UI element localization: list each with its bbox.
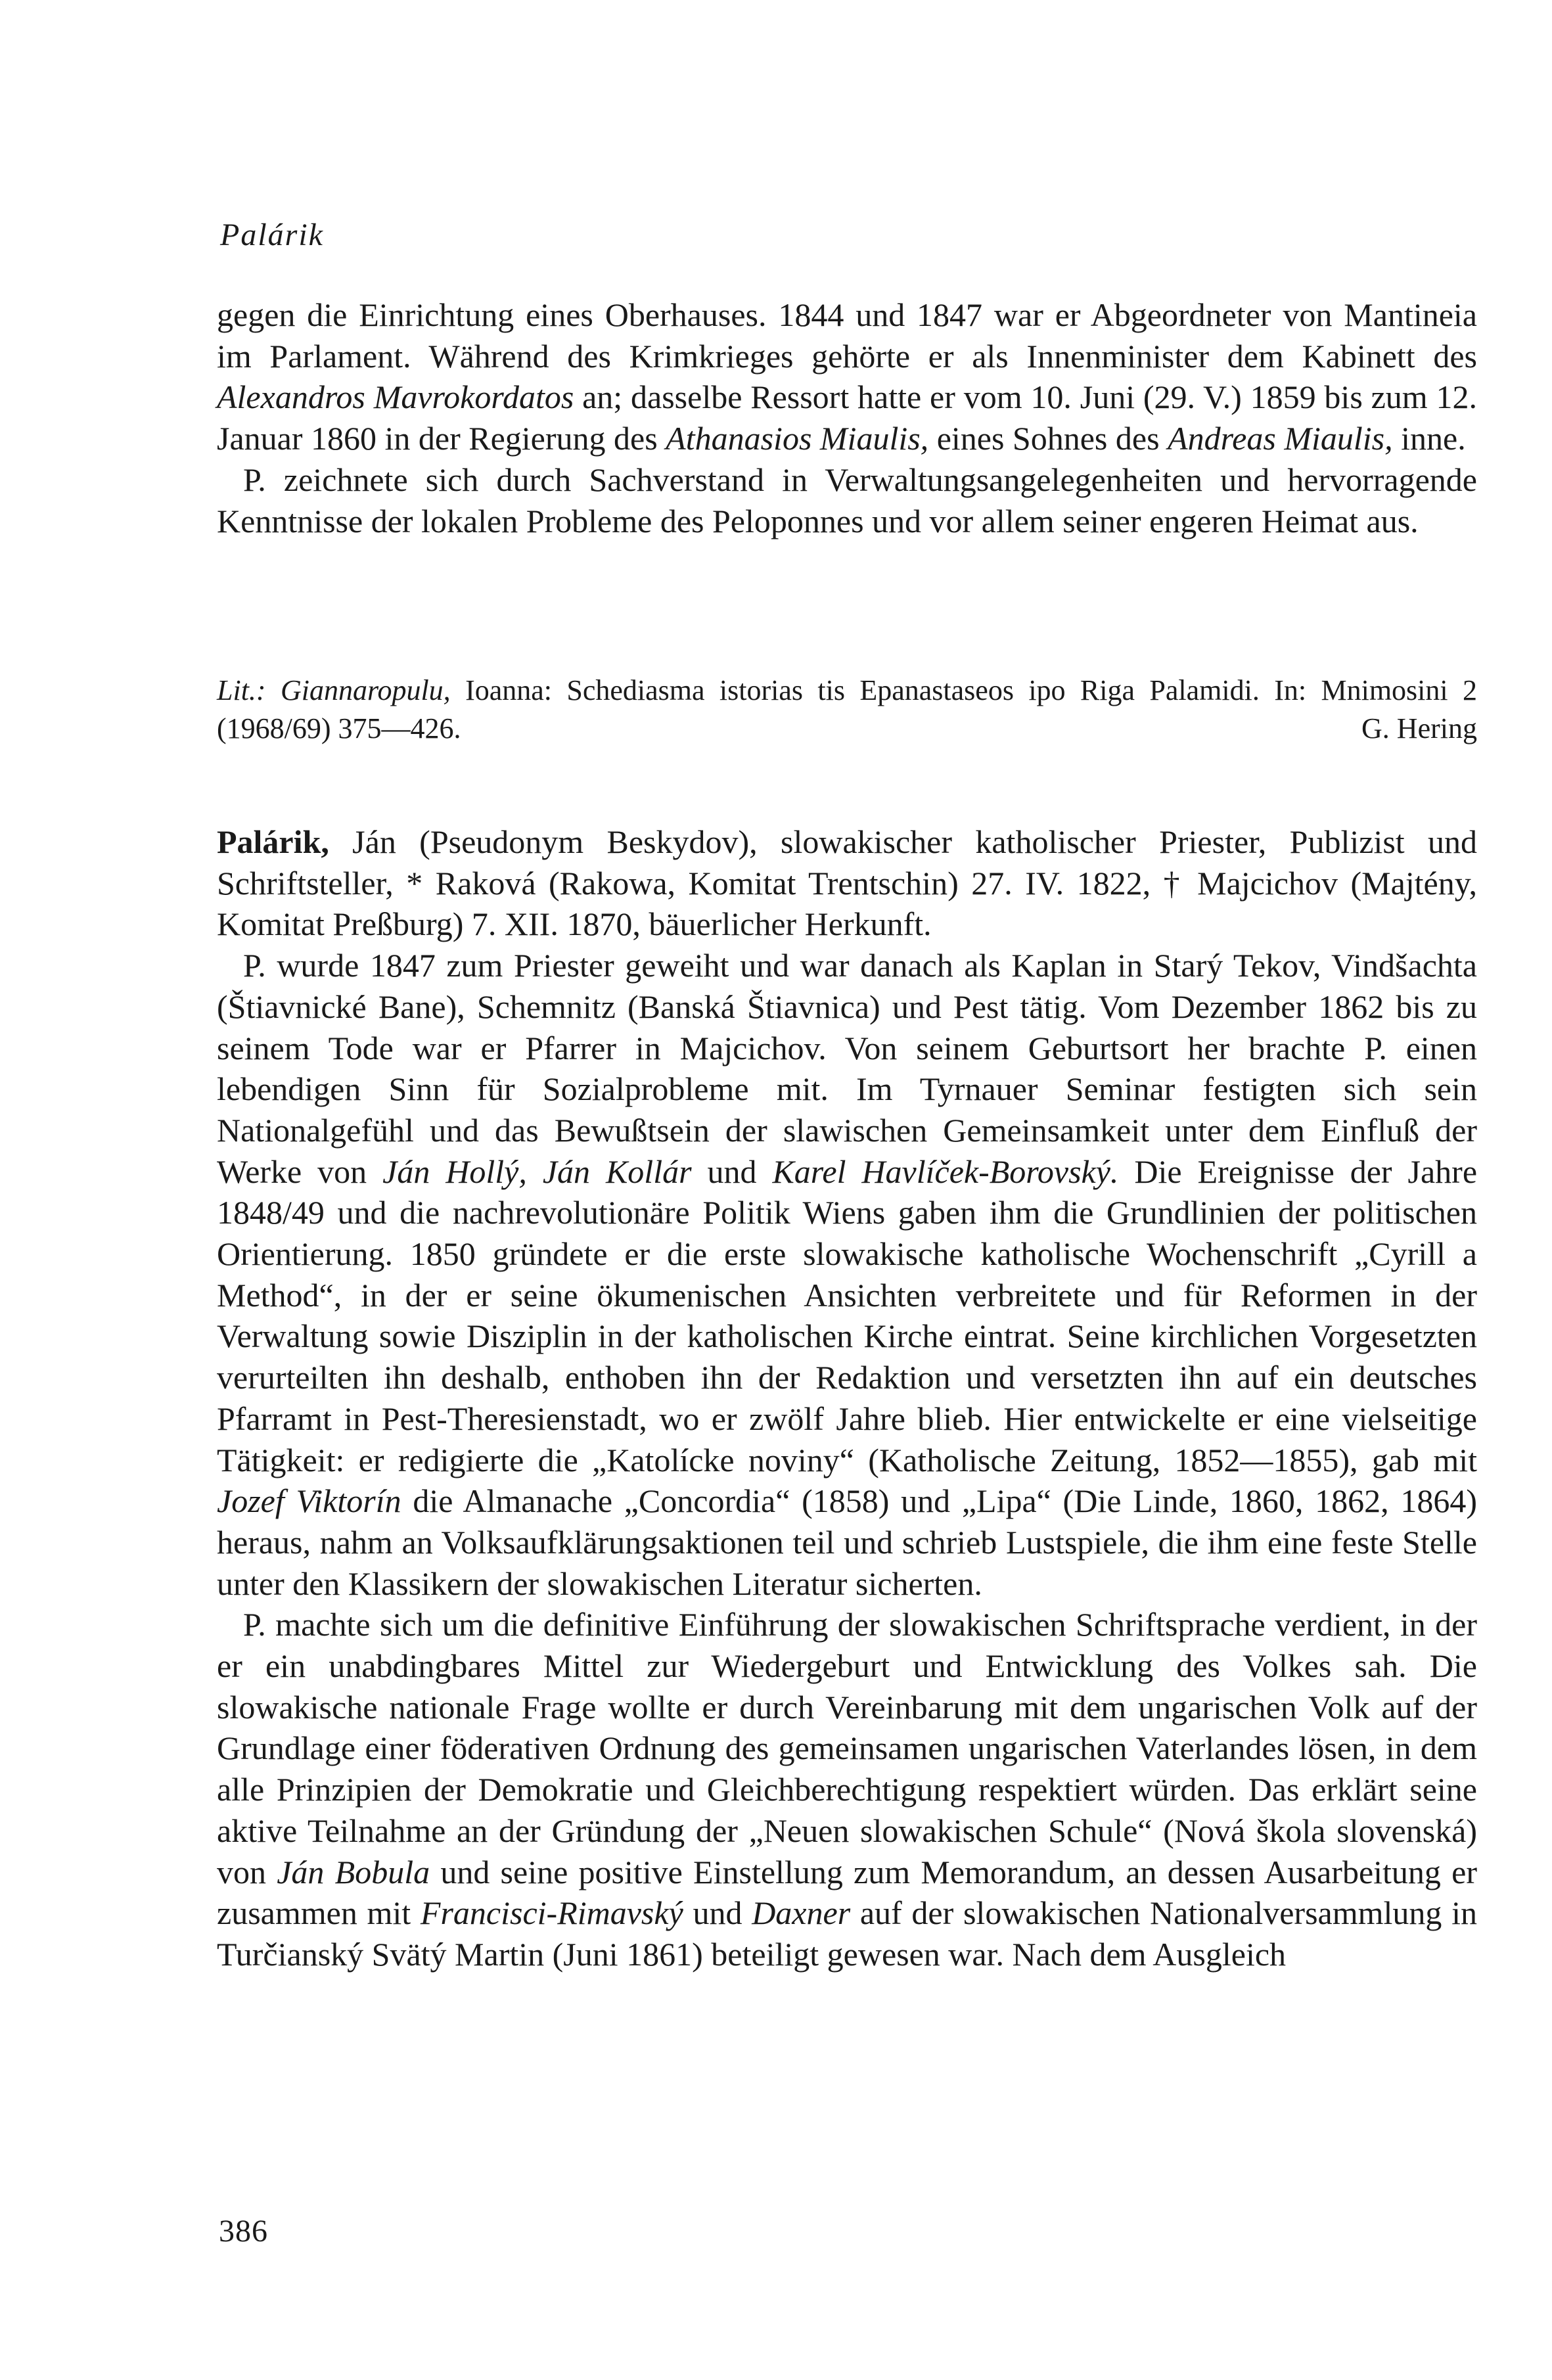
entry-palarik [217,821,1477,1975]
person-name: Daxner [752,1894,851,1932]
person-name: Alexandros Mavrokordatos [217,378,574,416]
text-run: die Almanache „Concordia“ (1858) und „Lipa“ (Die Linde, 1860, 1862, 1864) heraus, nahm an Volksaufklärungsaktionen teil und schrieb Lustspiele, die ihm eine feste Stelle unter den Klassikern der slowakischen Literatur sicherten. [217,1482,1478,1602]
text-run: auf der slowakischen Nationalversammlung in Turčianský Svätý Martin (Juni 1861) beteiligt gewesen war. Nach dem Ausgleich [217,1894,1477,1973]
text-run: an; dasselbe Ressort hatte er vom 10. Juni (29. V.) 1859 bis zum 12. Januar 1860 in der Regierung des [217,378,1478,457]
text-run: P. wurde 1847 zum Priester geweiht und war danach als Kaplan in Starý Tekov, Vindšachta (Štiavnické Bane), Schemnitz (Banská Štiavnica) und Pest tätig. Vom Dezember 1862 bis zu seinem Tode war er Pfarrer in Majcichov. Von seinem Geburtsort her brachte P. einen lebendigen Sinn für Sozialprobleme mit. Im Tyrnauer Seminar festigten sich sein Nationalgefühl und das Bewußtsein der slawischen Gemeinsamkeit unter dem Einfluß der Werke von [217,947,1477,1190]
person-name: Ján Kollár [542,1153,692,1190]
paragraph [217,294,1477,459]
text-run: Ján (Pseudonym Beskydov), slowakischer katholischer Priester, Publizist und Schriftsteller, * Raková (Rakowa, Komitat Trentschin) 27. IV. 1822, † Majcichov (Majtény, Komitat Preßburg) 7. XII. 1870, bäuerlicher Herkunft. [217,823,1478,943]
lit-text: Ioanna: Schediasma istorias tis Epanastaseos ipo Riga Palamidi. In: Mnimosini 2 (1968/69) 375—426. [217,674,1478,744]
lit-author: Giannaropulu, [280,674,451,706]
text-run: und [691,1153,773,1190]
text-run: inne. [1392,420,1466,457]
person-name: Francisci-Rimavský [420,1894,683,1932]
entry-signature: G. Hering [1361,712,1477,744]
literature-reference [217,672,1477,748]
text-run: P. machte sich um die definitive Einführung der slowakischen Schriftsprache verdient, in der er ein unabdingbares Mittel zur Wiedergeburt und Entwicklung des Volkes sah. Die slowakische nationale Frage wollte er durch Vereinbarung mit dem ungarischen Volk auf der Grundlage einer föderativen Ordnung des gemeinsamen ungarischen Vaterlandes lösen, in dem alle Prinzipien der Demokratie und Gleichberechtigung respektiert würden. Das erklärt seine aktive Teilnahme an der Gründung der „Neuen slowakischen Schule“ (Nová škola slovenská) von [217,1606,1477,1890]
paragraph [217,1604,1477,1975]
paragraph: P. zeichnete sich durch Sachverstand in Verwaltungsangelegenheiten und hervorragende Kenntnisse der lokalen Probleme des Peloponnes und vor allem seiner engeren Heimat aus. [217,461,1477,539]
paragraph [217,821,1477,945]
text-run: eines Sohnes des [928,420,1168,457]
page-number: 386 [219,2214,268,2249]
paragraph [217,945,1477,1604]
person-name: Jozef Viktorín [217,1482,401,1520]
person-name: Andreas Miaulis, [1168,420,1393,457]
text-run: Die Ereignisse der Jahre 1848/49 und die nachrevolutionäre Politik Wiens gaben ihm die Grundlinien der politischen Orientierung. 1850 gründete er die erste slowakische katholische Wochenschrift „Cyrill a Method“, in der er seine ökumenischen Ansichten verbreitete und für Reformen in der Verwaltung sowie Disziplin in der katholischen Kirche eintrat. Seine kirchlichen Vorgesetzten verurteilten ihn deshalb, enthoben ihn der Redaktion und versetzten ihn auf ein deutsches Pfarramt in Pest-Theresienstadt, wo er zwölf Jahre blieb. Hier entwickelte er eine vielseitige Tätigkeit: er redigierte die „Katolícke noviny“ (Katholische Zeitung, 1852—1855), gab mit [217,1153,1478,1478]
text-run: und [683,1894,752,1932]
person-name: Athanasios Miaulis, [666,420,929,457]
text-run: gegen die Einrichtung eines Oberhauses. 1844 und 1847 war er Abgeordneter von Mantineia im Parlament. Während des Krimkrieges gehörte er als Innenminister dem Kabinett des [217,296,1477,375]
person-name: Ján Bobula [277,1853,430,1890]
headword: Palárik, [217,823,329,860]
running-header: Palárik [220,217,324,252]
person-name: Ján Hollý, [382,1153,527,1190]
person-name: Karel Havlíček-Borovský. [772,1153,1119,1190]
text-run: und seine positive Einstellung zum Memorandum, an dessen Ausarbeitung er zusammen mit [217,1853,1477,1932]
entry-continuation [217,294,1477,541]
lit-label: Lit.: [217,674,266,706]
